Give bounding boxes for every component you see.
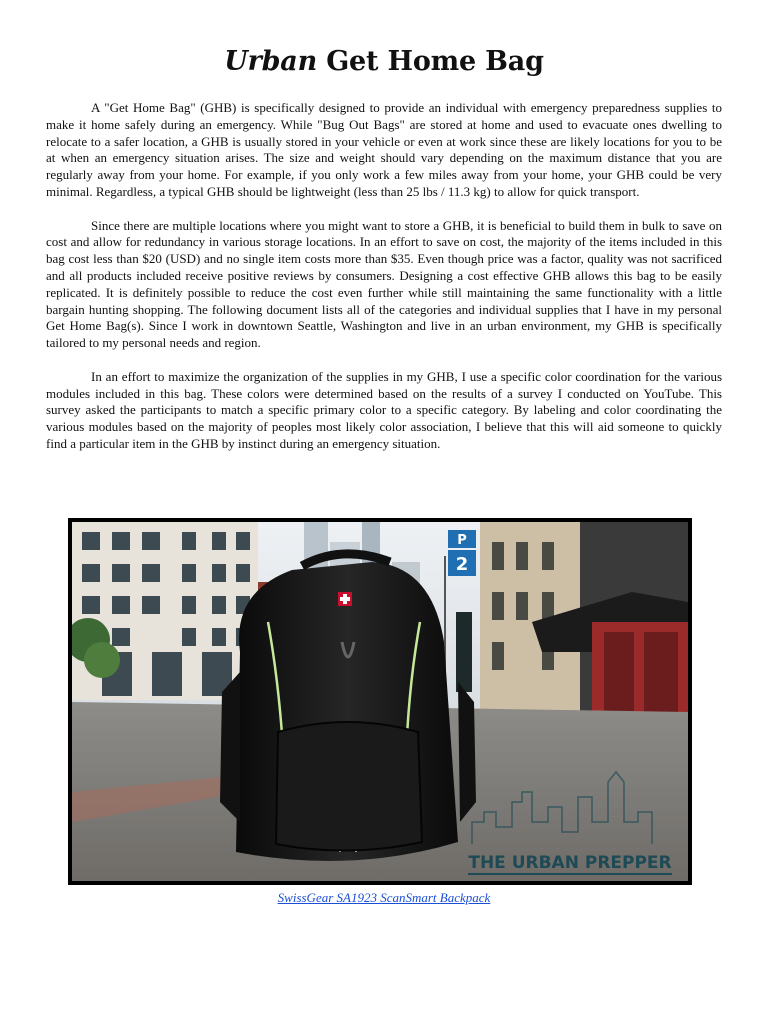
parking-sign-p: P xyxy=(457,533,467,548)
paragraph-cost: Since there are multiple locations where you might want to store a GHB, it is beneficial to build them in bulk to save on cost and allow for redundancy in various storage locations. In an effort to save on cost, the majority of the items included in this bag cost less than $20 (USD) and no single item costs more than $35. Even though price was a factor, quality was not sacrificed and all products included receive positive reviews by consumers. Designing a cost effective GHB allows this bag to be easily replicated. It is definitely possible to reduce the cost even further while still maintaining the same functionality with a little bargain hunting shopping. The following document lists all of the categories and individual supplies that I have in my personal Get Home Bag(s). Since I work in downtown Seattle, Washington and live in an urban environment, my GHB is specifically tailored to my personal needs and region. xyxy=(46,217,722,351)
photo-watermark: THE URBAN PREPPER xyxy=(468,853,672,873)
parking-sign-number: 2 xyxy=(455,554,469,575)
title-italic: Urban xyxy=(224,46,317,77)
backpack-photo xyxy=(68,518,692,885)
document-title xyxy=(0,46,768,77)
photo-caption[interactable] xyxy=(0,890,768,906)
paragraph-colors: In an effort to maximize the organization of the supplies in my GHB, I use a specific color coordination for the various modules included in this bag. These colors were determined based on the results of a survey I conducted on YouTube. This survey asked the participants to match a specific primary color to a specific category. By labeling and color coordinating the various modules based on the majority of peoples most likely color association, I believe that this will aid someone to quickly find a particular item in the GHB by instinct during an emergency situation. xyxy=(46,368,722,451)
backpack-photo-illustration xyxy=(72,522,688,881)
caption-link[interactable]: SwissGear SA1923 ScanSmart Backpack xyxy=(277,890,491,905)
title-rest: Get Home Bag xyxy=(317,46,544,77)
paragraph-intro: A "Get Home Bag" (GHB) is specifically designed to provide an individual with emergency preparedness supplies to make it home safely during an emergency. While "Bug Out Bags" are stored at home and used to evacuate ones dwelling to relocate to a safer location, a GHB is usually stored in your vehicle or even at work since these are likely locations for you to be at when an emergency situation arises. The size and weight should vary depending on the maximum distance that you are regularly away from your home. For example, if you only work a few miles away from your home, your GHB could be very minimal. Regardless, a typical GHB should be lightweight (less than 25 lbs / 11.3 kg) to allow for quick transport. xyxy=(46,100,722,199)
document-body xyxy=(46,100,722,470)
